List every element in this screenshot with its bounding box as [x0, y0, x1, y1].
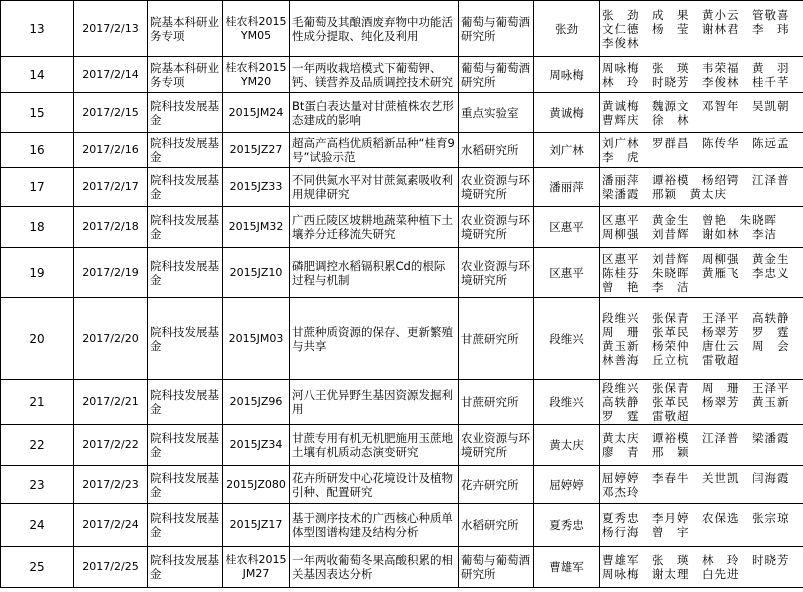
cell-project-code: 2015JZ96 — [223, 380, 290, 425]
table-row — [1, 57, 803, 93]
table-row — [1, 425, 803, 466]
cell-serial-number: 18 — [1, 207, 74, 248]
cell-project-type: 院科技发展基金 — [148, 504, 223, 547]
cell-project-leader: 夏秀忠 — [534, 504, 600, 547]
cell-project-code: 2015JZ17 — [223, 504, 290, 547]
cell-serial-number: 22 — [1, 425, 74, 466]
cell-project-leader: 段维兴 — [534, 298, 600, 380]
cell-serial-number: 23 — [1, 466, 74, 504]
cell-serial-number: 17 — [1, 168, 74, 207]
cell-date: 2017/2/20 — [74, 298, 148, 380]
cell-project-type: 院科技发展基金 — [148, 93, 223, 133]
cell-project-type: 院基本科研业务专项 — [148, 1, 223, 57]
cell-team-members: 屈婷婷 李春牛 关世凯 闫海霞 邓杰玲 — [600, 466, 803, 504]
table-body — [1, 1, 803, 588]
cell-date: 2017/2/18 — [74, 207, 148, 248]
cell-project-code: 2015JZ34 — [223, 425, 290, 466]
cell-project-title: 甘蔗专用有机无机肥施用玉蔗地土壤有机质动态演变研究 — [290, 425, 459, 466]
cell-project-title: 一年两收栽培模式下葡萄钾、钙、镁营养及品质调控技术研究 — [290, 57, 459, 93]
cell-serial-number: 14 — [1, 57, 74, 93]
cell-team-members: 段维兴 张保青 周 珊 王泽平 高轶静 张革民 杨翠芳 黄玉新 罗 霆 雷敬超 — [600, 380, 803, 425]
cell-project-type: 院科技发展基金 — [148, 133, 223, 168]
cell-date: 2017/2/22 — [74, 425, 148, 466]
cell-research-unit: 水稻研究所 — [459, 504, 534, 547]
cell-project-leader: 刘广林 — [534, 133, 600, 168]
cell-project-title: Bt蛋白表达量对甘蔗植株农艺形态建成的影响 — [290, 93, 459, 133]
cell-project-leader: 周咏梅 — [534, 57, 600, 93]
cell-project-code: 2015JM24 — [223, 93, 290, 133]
cell-project-type: 院科技发展基金 — [148, 380, 223, 425]
table-row — [1, 504, 803, 547]
cell-research-unit: 花卉研究所 — [459, 466, 534, 504]
table-row — [1, 380, 803, 425]
cell-team-members: 张 劲 成 果 黄小云 管敬喜 文仁德 杨 莹 谢林君 李 玮 李俊林 — [600, 1, 803, 57]
cell-research-unit: 农业资源与环境研究所 — [459, 168, 534, 207]
cell-project-type: 院科技发展基金 — [148, 298, 223, 380]
cell-project-title: 广西丘陵区坡耕地蔬菜种植下土壤养分迁移流失研究 — [290, 207, 459, 248]
cell-date: 2017/2/13 — [74, 1, 148, 57]
cell-research-unit: 水稻研究所 — [459, 133, 534, 168]
cell-serial-number: 16 — [1, 133, 74, 168]
cell-research-unit: 重点实验室 — [459, 93, 534, 133]
cell-project-type: 院科技发展基金 — [148, 248, 223, 298]
cell-project-title: 不同供氮水平对甘蔗氮素吸收利用规律研究 — [290, 168, 459, 207]
cell-serial-number: 25 — [1, 547, 74, 588]
table-row — [1, 248, 803, 298]
cell-date: 2017/2/23 — [74, 466, 148, 504]
cell-project-type: 院科技发展基金 — [148, 466, 223, 504]
cell-research-unit: 甘蔗研究所 — [459, 380, 534, 425]
cell-date: 2017/2/24 — [74, 504, 148, 547]
cell-project-type: 院科技发展基金 — [148, 425, 223, 466]
cell-project-type: 院基本科研业务专项 — [148, 57, 223, 93]
cell-project-type: 院科技发展基金 — [148, 207, 223, 248]
cell-research-unit: 甘蔗研究所 — [459, 298, 534, 380]
cell-date: 2017/2/14 — [74, 57, 148, 93]
cell-research-unit: 葡萄与葡萄酒研究所 — [459, 1, 534, 57]
cell-project-type: 院科技发展基金 — [148, 168, 223, 207]
cell-date: 2017/2/17 — [74, 168, 148, 207]
cell-research-unit: 葡萄与葡萄酒研究所 — [459, 57, 534, 93]
cell-research-unit: 农业资源与环境研究所 — [459, 425, 534, 466]
cell-team-members: 黄太庆 谭裕模 江泽普 梁潘霞 廖 青 邢 颖 — [600, 425, 803, 466]
cell-project-leader: 段维兴 — [534, 380, 600, 425]
table-row — [1, 547, 803, 588]
cell-project-title: 河八王优异野生基因资源发掘利用 — [290, 380, 459, 425]
cell-team-members: 刘广林 罗群昌 陈传华 陈远孟 李 虎 — [600, 133, 803, 168]
cell-project-leader: 屈婷婷 — [534, 466, 600, 504]
cell-project-title: 基于测序技术的广西核心种质单体型图谱构建及结构分析 — [290, 504, 459, 547]
cell-research-unit: 农业资源与环境研究所 — [459, 248, 534, 298]
cell-date: 2017/2/16 — [74, 133, 148, 168]
table-row — [1, 466, 803, 504]
cell-serial-number: 20 — [1, 298, 74, 380]
cell-project-code: 2015JZ10 — [223, 248, 290, 298]
cell-team-members: 黄诚梅 魏源文 邓智年 吴凯朝 曹辉庆 徐 林 — [600, 93, 803, 133]
cell-project-code: 2015JM03 — [223, 298, 290, 380]
cell-date: 2017/2/15 — [74, 93, 148, 133]
cell-date: 2017/2/21 — [74, 380, 148, 425]
cell-project-leader: 黄诚梅 — [534, 93, 600, 133]
cell-project-leader: 曹雄军 — [534, 547, 600, 588]
cell-serial-number: 24 — [1, 504, 74, 547]
cell-project-code: 桂农科2015YM20 — [223, 57, 290, 93]
cell-serial-number: 13 — [1, 1, 74, 57]
cell-project-leader: 潘丽萍 — [534, 168, 600, 207]
cell-project-leader: 张劲 — [534, 1, 600, 57]
cell-project-code: 2015JZ27 — [223, 133, 290, 168]
cell-team-members: 区惠平 黄金生 曾艳 朱晓晖 周柳强 刘昔辉 谢如林 李洁 — [600, 207, 803, 248]
cell-team-members: 曹雄军 张 瑛 林 玲 时晓芳 周咏梅 谢太理 白先进 — [600, 547, 803, 588]
table-row — [1, 207, 803, 248]
cell-project-code: 桂农科2015YM05 — [223, 1, 290, 57]
table-row — [1, 168, 803, 207]
cell-team-members: 段维兴 张保青 王泽平 高轶静 周 珊 张革民 杨翠芳 罗 霆 黄玉新 杨荣仲 唐仕云 周 会 林善海 丘立杭 雷敬超 — [600, 298, 803, 380]
table-row — [1, 298, 803, 380]
cell-project-title: 花卉所研发中心花境设计及植物引种、配置研究 — [290, 466, 459, 504]
cell-team-members: 周咏梅 张 瑛 韦荣福 黄 羽 林 玲 时晓芳 李俊林 桂千芊 — [600, 57, 803, 93]
cell-serial-number: 19 — [1, 248, 74, 298]
cell-project-title: 一年两收葡萄冬果高酸积累的相关基因表达分析 — [290, 547, 459, 588]
cell-project-code: 2015JZ33 — [223, 168, 290, 207]
table-row — [1, 133, 803, 168]
cell-project-code: 桂农科2015JM27 — [223, 547, 290, 588]
cell-project-title: 磷肥调控水稻镉积累Cd的根际过程与机制 — [290, 248, 459, 298]
cell-date: 2017/2/19 — [74, 248, 148, 298]
cell-project-title: 超高产高档优质稻新品种“桂育9号”试验示范 — [290, 133, 459, 168]
cell-project-title: 毛葡萄及其酿酒废弃物中功能活性成分提取、纯化及利用 — [290, 1, 459, 57]
cell-date: 2017/2/25 — [74, 547, 148, 588]
cell-project-leader: 黄太庆 — [534, 425, 600, 466]
cell-project-leader: 区惠平 — [534, 207, 600, 248]
cell-project-code: 2015JM32 — [223, 207, 290, 248]
cell-project-code: 2015JZ080 — [223, 466, 290, 504]
cell-project-title: 甘蔗种质资源的保存、更新繁殖与共享 — [290, 298, 459, 380]
cell-project-leader: 区惠平 — [534, 248, 600, 298]
table-row — [1, 93, 803, 133]
cell-team-members: 区惠平 刘昔辉 周柳强 黄金生 陈桂芬 朱晓晖 黄雁飞 李忠义 曾 艳 李 洁 — [600, 248, 803, 298]
cell-research-unit: 农业资源与环境研究所 — [459, 207, 534, 248]
cell-team-members: 潘丽萍 谭裕模 杨绍锷 江泽普 梁潘霞 邢颖 黄太庆 — [600, 168, 803, 207]
table-row — [1, 1, 803, 57]
cell-project-type: 院科技发展基金 — [148, 547, 223, 588]
cell-research-unit: 葡萄与葡萄酒研究所 — [459, 547, 534, 588]
cell-team-members: 夏秀忠 李月婷 农保选 张宗琼 杨行海 曾 宇 — [600, 504, 803, 547]
cell-serial-number: 15 — [1, 93, 74, 133]
cell-serial-number: 21 — [1, 380, 74, 425]
